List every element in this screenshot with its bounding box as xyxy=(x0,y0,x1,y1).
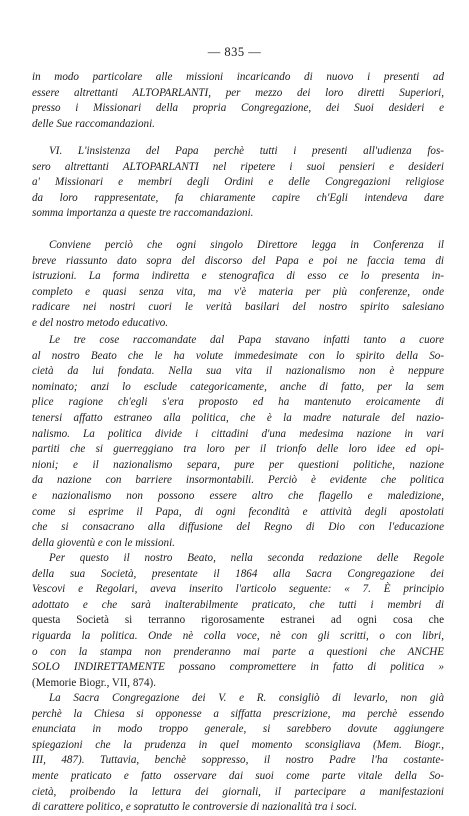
paragraph xyxy=(32,238,444,332)
text-line: questa Società si terranno rigorosamente estranei ad ogni cosa che xyxy=(32,614,444,627)
text-line: da nazione con barriere insormontabili. Perciò è evidente che politica xyxy=(32,474,444,487)
text-line: mente praticato e fatto osservare dai suoi come parte vitale della So- xyxy=(32,769,444,782)
text-line: in modo particolare alle missioni incaricando di nuovo i presenti ad xyxy=(32,71,444,83)
text-line: essere altrettanti ALTOPARLANTI, per mezzo dei loro diretti Superiori, xyxy=(32,86,444,99)
text-line: da loro rappresentate, fa chiaramente capire ch'Egli intendeva dare xyxy=(32,191,444,204)
text-line: enunciata in modo troppo generale, si sarebbero dovute aggiungere xyxy=(32,723,444,736)
text-line: breve riassunto dato sopra del discorso del Papa e poi ne faccia tema di xyxy=(32,254,444,267)
text-line: nalismo. La politica divide i cittadini d'una medesima nazione in vari xyxy=(32,427,444,440)
text-line: al nostro Beato che le ha volute immedesimate con lo spirito della So- xyxy=(32,349,444,362)
text-line: cietà, proibendo la lettura dei giornali, il partecipare a manifestazioni xyxy=(32,785,444,798)
text-line: tenersi affatto estraneo alla politica, che è la madre naturale del nazio- xyxy=(32,411,444,424)
paragraph xyxy=(32,70,444,132)
text-line: perchè la Chiesa si opponesse a siffatta prescrizione, ma perchè essendo xyxy=(32,707,444,720)
text-line: della gioventù e con le missioni. xyxy=(32,536,175,549)
text-line: di carattere politico, e sopratutto le controversie di nazionalità tra i soci. xyxy=(32,801,357,814)
text-line: come si esprime il Papa, di ogni fecondità e attività degli apostolati xyxy=(32,505,444,518)
paragraph xyxy=(32,144,444,222)
text-line: partiti che si guerreggiano tra loro per il trionfo delle loro idee ed opi- xyxy=(32,443,444,456)
text-line: (Memorie Biogr., VII, 874). xyxy=(32,676,156,689)
text-line: istruzioni. La forma indiretta e stenografica di esso ce lo presenta in- xyxy=(32,270,444,283)
text-line: radicare nei nostri cuori le verità basilari del nostro spirito salesiano xyxy=(32,301,444,314)
text-line: a' Missionari e membri degli Ordini e delle Congregazioni religiose xyxy=(32,176,444,189)
text-line: presso i Missionari della propria Congregazione, dei Suoi desideri e xyxy=(32,102,444,115)
text-line: somma importanza a queste tre raccomandazioni. xyxy=(32,207,254,220)
text-line: SOLO INDIRETTAMENTE possano compromettere in fatto di politica » xyxy=(32,661,444,674)
text-line: Le tre cose raccomandate dal Papa stavano infatti tanto a cuore xyxy=(49,334,444,346)
page-number: — 835 — xyxy=(207,45,262,59)
text-line: e nazionalismo non possono essere altro che flagello e maledizione, xyxy=(32,489,444,502)
text-line: sero altrettanti ALTOPARLANTI nel ripetere i suoi pensieri e desideri xyxy=(32,160,444,173)
text-line: cietà da lui fondata. Nella sua vita il nazionalismo non è neppure xyxy=(32,365,444,378)
text-line: plice ragione ch'egli s'era proposto ed ha mantenuto eroicamente di xyxy=(32,396,444,409)
text-line: completo e quasi senza vita, ma v'è materia per più conferenze, onde xyxy=(32,285,444,298)
paragraph xyxy=(32,691,444,816)
text-line: riguarda la politica. Onde nè colla voce, nè con gli scritti, o con libri, xyxy=(32,629,444,642)
text-line: adottato e che sarà inalterabilmente praticato, che tutti i membri di xyxy=(32,598,444,611)
text-line: spiegazioni che la prudenza in quel momento sconsigliava (Mem. Biogr., xyxy=(32,738,444,751)
text-line: e del nostro metodo educativo. xyxy=(32,316,169,329)
text-line: delle Sue raccomandazioni. xyxy=(32,117,155,130)
text-line: nominato; anzi lo esclude categoricamente, anche di fatto, per la sem xyxy=(32,380,444,393)
text-line: Conviene perciò che ogni singolo Direttore legga in Conferenza il xyxy=(49,239,444,251)
text-line: che si consacrano alla diffusione del Regno di Dio con l'educazione xyxy=(32,521,444,534)
text-line: VI. L'insistenza del Papa perchè tutti i presenti all'udienza fos- xyxy=(49,145,444,157)
paragraph xyxy=(32,333,444,551)
text-line: Per questo il nostro Beato, nella seconda redazione delle Regole xyxy=(49,552,444,564)
paragraph xyxy=(32,551,444,691)
text-line: o con la stampa non prenderanno mai parte a questioni che ANCHE xyxy=(32,645,444,658)
text-line: Vescovi e Regolari, aveva inserito l'articolo seguente: « 7. È principio xyxy=(32,583,444,596)
text-line: nioni; e il nazionalismo separa, pure per questioni politiche, nazione xyxy=(32,458,444,471)
text-line: III, 487). Tuttavia, benchè soppresso, il nostro Padre l'ha costante- xyxy=(32,754,444,767)
text-line: La Sacra Congregazione dei V. e R. consigliò di levarlo, non già xyxy=(49,692,444,704)
text-line: della sua Società, presentate il 1864 alla Sacra Congregazione dei xyxy=(32,567,444,580)
